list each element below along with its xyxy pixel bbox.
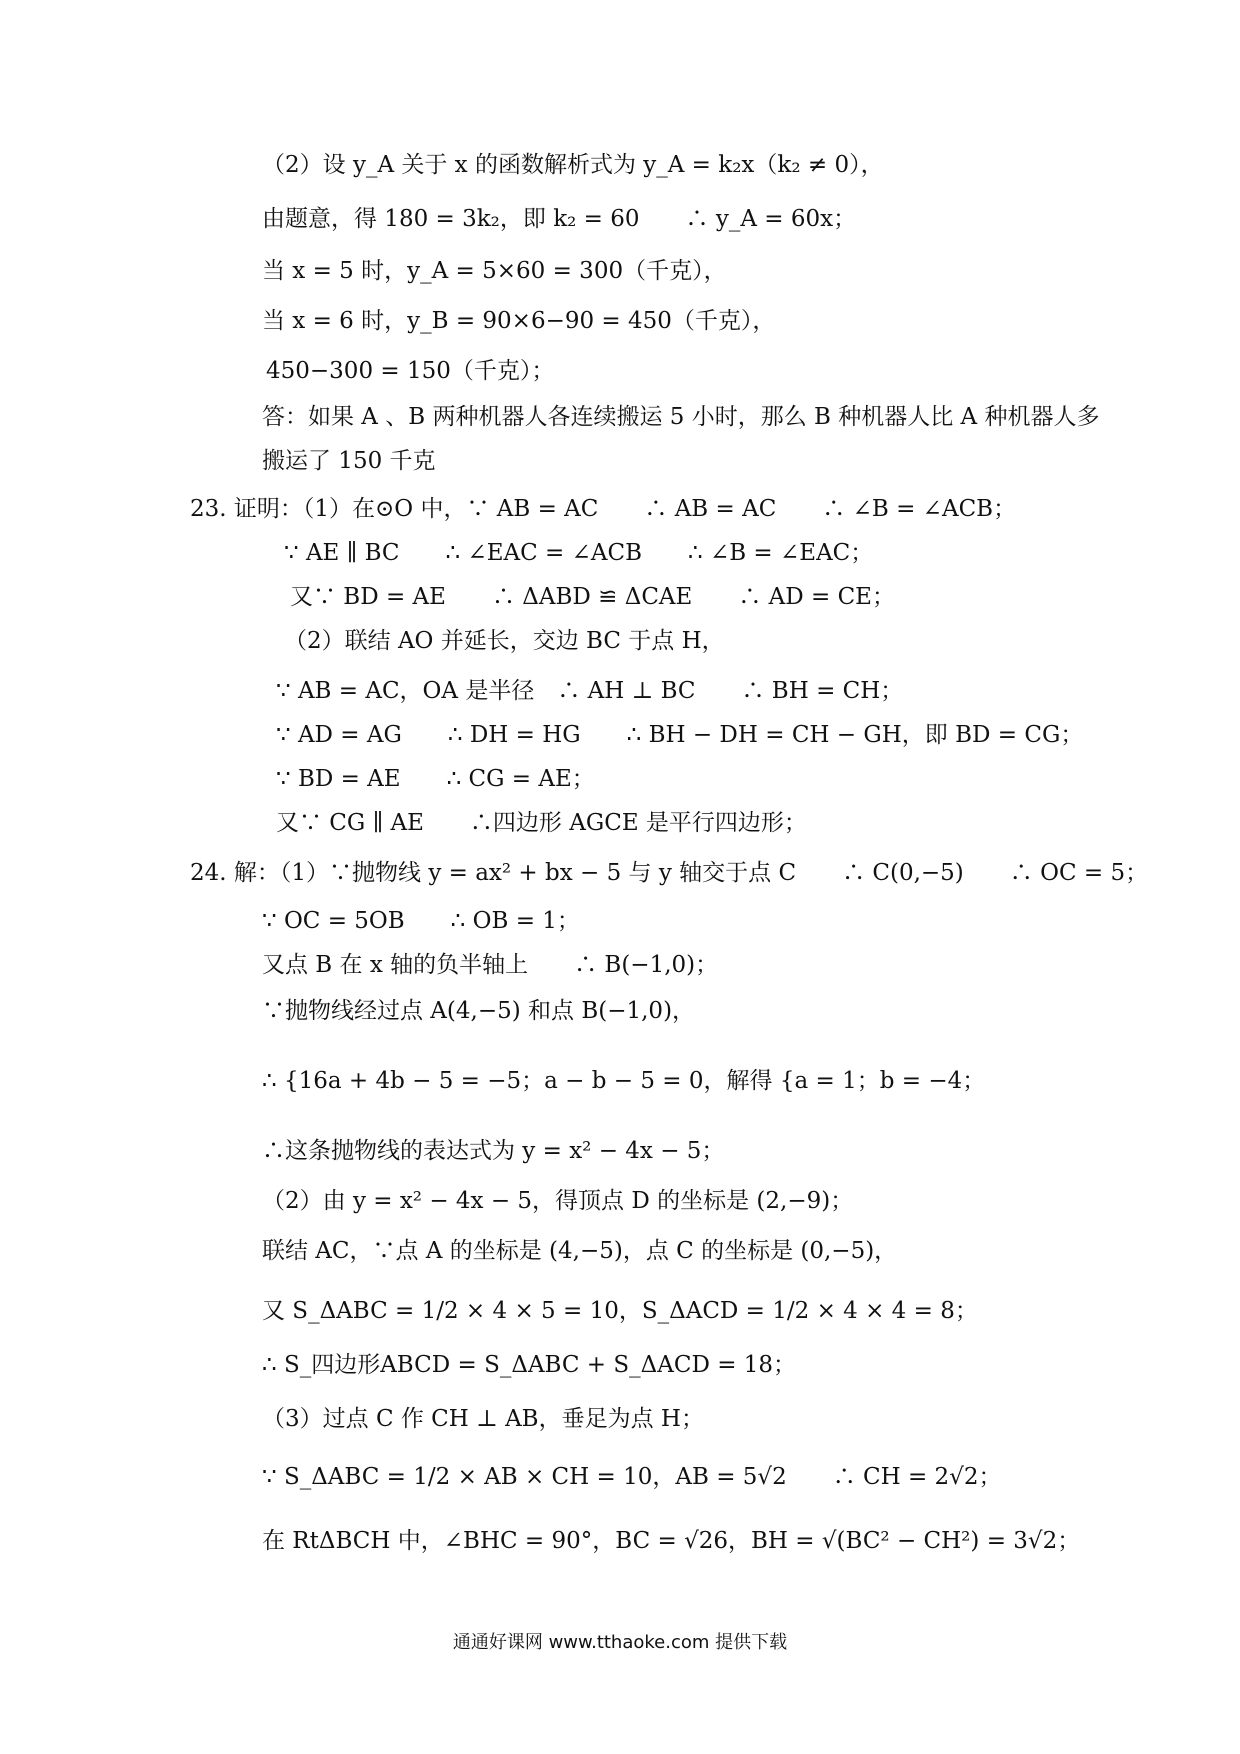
line-6: 答：如果 A 、B 两种机器人各连续搬运 5 小时，那么 B 种机器人比 A 种机器人多 — [262, 404, 1100, 430]
line-4: 当 x = 6 时，y_B = 90×6−90 = 450（千克）， — [262, 308, 776, 334]
line-15: 又∵ CG ∥ AE ∴四边形 AGCE 是平行四边形； — [276, 810, 807, 836]
line-19: ∵抛物线经过点 A(4,−5) 和点 B(−1,0)， — [262, 998, 696, 1024]
line-21: ∴这条抛物线的表达式为 y = x² − 4x − 5； — [262, 1138, 725, 1164]
line-12: ∵ AB = AC，OA 是半径 ∴ AH ⊥ BC ∴ BH = CH； — [276, 678, 904, 704]
line-17: ∵ OC = 5OB ∴ OB = 1； — [262, 908, 580, 934]
line-7: 搬运了 150 千克 — [262, 448, 436, 474]
line-22: （2）由 y = x² − 4x − 5，得顶点 D 的坐标是 (2,−9)； — [262, 1188, 854, 1214]
line-13: ∵ AD = AG ∴ DH = HG ∴ BH − DH = CH − GH，即 BD = CG； — [276, 722, 1084, 748]
line-23: 联结 AC，∵点 A 的坐标是 (4,−5)，点 C 的坐标是 (0,−5)， — [262, 1238, 898, 1264]
line-25: ∴ S_四边形ABCD = S_ΔABC + S_ΔACD = 18； — [262, 1352, 797, 1378]
line-26: （3）过点 C 作 CH ⊥ AB，垂足为点 H； — [262, 1406, 704, 1432]
line-2: 由题意，得 180 = 3k₂，即 k₂ = 60 ∴ y_A = 60x； — [262, 206, 857, 232]
line-8: 23. 证明：（1）在⊙O 中，∵ AB = AC ∴ AB = AC ∴ ∠B = ∠ACB； — [190, 496, 1017, 522]
line-28: 在 RtΔBCH 中，∠BHC = 90°，BC = √26，BH = √(BC² − CH²) = 3√2； — [262, 1528, 1081, 1554]
line-1: （2）设 y_A 关于 x 的函数解析式为 y_A = k₂x（k₂ ≠ 0）， — [262, 152, 884, 178]
line-14: ∵ BD = AE ∴ CG = AE； — [276, 766, 595, 792]
line-5: 450−300 = 150（千克）； — [266, 358, 555, 384]
line-9: ∵ AE ∥ BC ∴ ∠EAC = ∠ACB ∴ ∠B = ∠EAC； — [284, 540, 874, 566]
line-16: 24. 解：（1）∵抛物线 y = ax² + bx − 5 与 y 轴交于点 C ∴ C(0,−5) ∴ OC = 5； — [190, 860, 1149, 886]
line-20-equation-system: ∴ {16a + 4b − 5 = −5；a − b − 5 = 0，解得 {a = 1；b = −4； — [262, 1068, 986, 1094]
line-3: 当 x = 5 时，y_A = 5×60 = 300（千克）， — [262, 258, 727, 284]
line-11: （2）联结 AO 并延长，交边 BC 于点 H， — [284, 628, 725, 654]
footer-download-note: 通通好课网 www.tthaoke.com 提供下载 — [452, 1632, 788, 1653]
line-10: 又∵ BD = AE ∴ ΔABD ≌ ΔCAE ∴ AD = CE； — [290, 584, 895, 610]
line-18: 又点 B 在 x 轴的负半轴上 ∴ B(−1,0)； — [262, 952, 719, 978]
line-27: ∵ S_ΔABC = 1/2 × AB × CH = 10，AB = 5√2 ∴ CH = 2√2； — [262, 1464, 1002, 1490]
line-24-area-fractions: 又 S_ΔABC = 1/2 × 4 × 5 = 10，S_ΔACD = 1/2 × 4 × 4 = 8； — [262, 1298, 978, 1324]
